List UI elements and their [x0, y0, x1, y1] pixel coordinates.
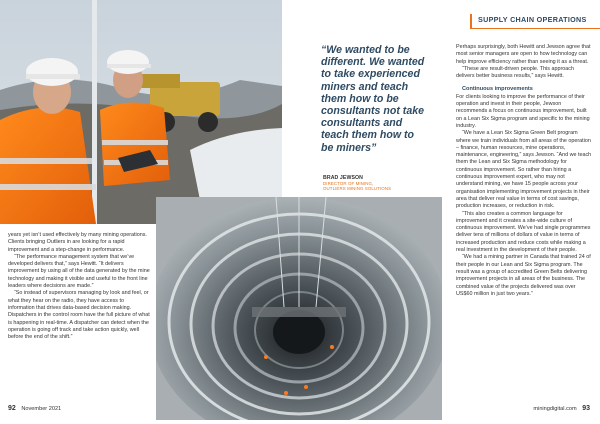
site-url[interactable]: miningdigital.com	[533, 406, 577, 412]
right-paragraph: “We have a Lean Six Sigma Green Belt program where we train individuals from all areas of the operation – finance, human resources, mine operations, maintenance, engineering,” says Jewson. “And we teach them the Lean and Six Sigma methodology for continuous improvement. So rather than hiring a continuous improvement expert, who may not understand mining, we have 15 people across your organisation implementing improvement projects in their area that deliver real value in terms of cost savings, production increases, or reduction in risk.	[456, 130, 592, 210]
section-header	[470, 14, 600, 29]
footer-right	[533, 405, 590, 412]
footer-left	[8, 405, 61, 412]
mine-shaft-photo	[156, 197, 442, 420]
right-paragraph: “These are result-driven people. This approach delivers better business results,” says Hewitt.	[456, 65, 574, 80]
issue-date: November 2021	[21, 406, 62, 412]
subheading: Continuous improvements	[462, 86, 533, 93]
shaft-illustration	[156, 197, 442, 420]
section-label: SUPPLY CHAIN OPERATIONS	[478, 15, 587, 24]
pull-quote-byline	[323, 175, 433, 191]
left-paragraph: “So instead of supervisors managing by look and feel, or what they hear on the radio, they have access to information that drives data-based decision making. Dispatchers in the control room have the full picture of what is happening in real-time. A dispatcher can detect when the operation is going off track and take action quickly, well before the end of the shift.”	[8, 290, 150, 341]
page-number-left: 92	[8, 405, 16, 412]
pull-quote: “We wanted to be different. We wanted to take experienced miners and teach them how to be consultants not take consultants and teach them how to be miners”	[321, 44, 425, 154]
byline-role-line1: DIRECTOR OF MINING,	[323, 181, 374, 186]
left-paragraph: years yet isn’t used effectively by many mining operations. Clients bringing Outliers in are looking for a rapid improvement and a step-change in performance.	[8, 232, 147, 253]
left-column-body	[8, 232, 150, 341]
byline-role-line2: OUTLIERS MINING SOLUTIONS	[323, 186, 392, 192]
right-paragraph: Perhaps surprisingly, both Hewitt and Jewson agree that most senior managers are open to how technology can help improve efficiency rather than seeing it as a threat.	[456, 44, 591, 65]
workers-illustration	[0, 0, 282, 224]
left-paragraph: “The performance management system that we’ve developed delivers that,” says Hewitt. “It delivers improvement by using all of the data generated by the mine technology and making it visible and useful to the front line leaders where decisions are made.”	[8, 253, 150, 290]
workers-photo	[0, 0, 282, 224]
right-paragraph: For clients looking to improve the performance of their operation and invest in their people, Jewson recommends a focus on continuous improvement, built on a Lean Six Sigma program and specific to the mining industry.	[456, 93, 590, 129]
byline-name: BRAD JEWSON	[323, 175, 364, 181]
page-number-right: 93	[582, 405, 590, 412]
right-column-body	[456, 44, 592, 298]
right-paragraph: “We had a mining partner in Canada that trained 24 of their people in our Lean and Six Sigma program. The result was a group of accredited Green Belts delivering improvement projects in all areas of the business. The combined value of the projects delivered was over US$60 million in just two years.”	[456, 254, 591, 297]
right-paragraph: “This also creates a common language for improvement and it creates a site-wide culture of continuous improvement. We’ve had single programmes deliver tens of millions of dollars of value in terms of increased production and reduce costs while making a real investment in the development of their people.	[456, 210, 591, 254]
